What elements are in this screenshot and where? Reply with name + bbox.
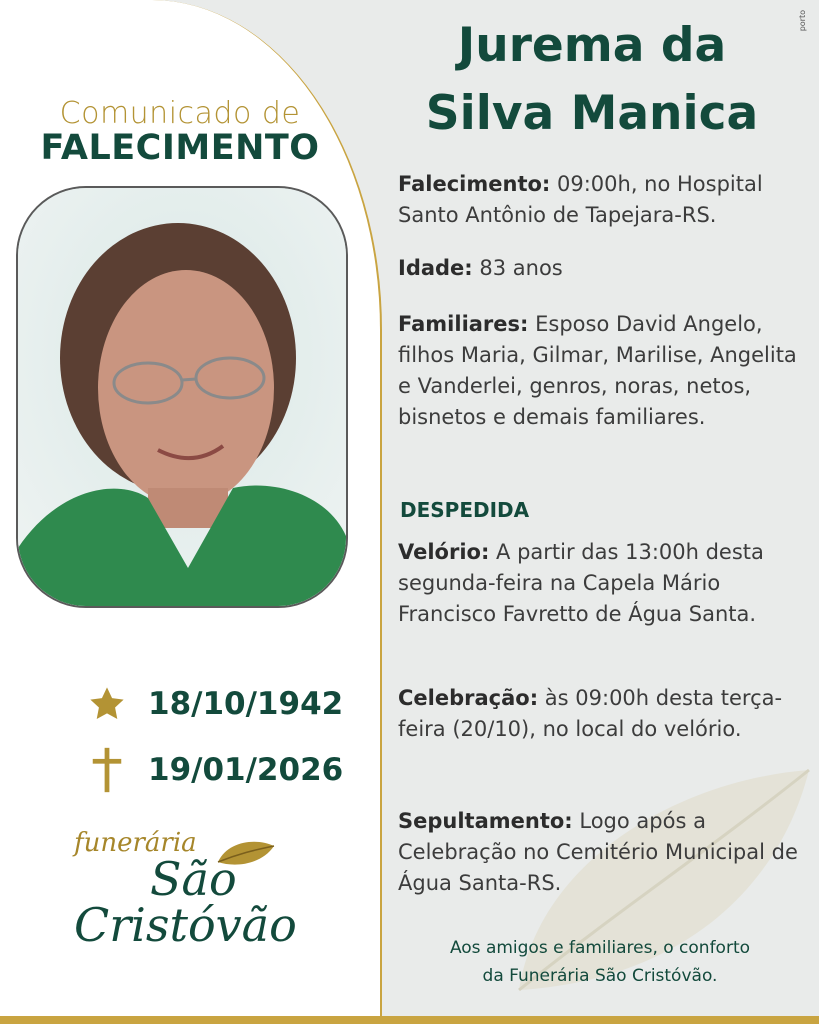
celebracao-label: Celebração: xyxy=(398,686,539,710)
celebracao-info xyxy=(398,683,810,745)
sepultamento-label: Sepultamento: xyxy=(398,809,573,833)
death-date: 19/01/2026 xyxy=(148,752,344,788)
corner-mark: porto xyxy=(798,10,807,32)
despedida-title: DESPEDIDA xyxy=(400,498,530,522)
portrait-image xyxy=(18,188,348,608)
birth-date: 18/10/1942 xyxy=(148,686,344,722)
familiares-value: Esposo David Angelo, filhos Maria, Gilmar, Marilise, Angelita e Vanderlei, genros, noras, netos, bisnetos e demais familiares. xyxy=(398,312,797,429)
closing-line1: Aos amigos e familiares, o conforto xyxy=(449,938,751,958)
header-title: FALECIMENTO xyxy=(40,128,320,168)
falecimento-label: Falecimento: xyxy=(398,172,551,196)
deceased-name-line1: Jurema da xyxy=(457,18,727,73)
birth-row xyxy=(88,682,343,726)
deceased-name-line2: Silva Manica xyxy=(425,86,759,141)
logo-cristovao-text: Cristóvão xyxy=(74,898,297,952)
velorio-value: A partir das 13:00h desta segunda-feira na Capela Mário Francisco Favretto de Água Santa. xyxy=(398,540,764,626)
closing-line2: da Funerária São Cristóvão. xyxy=(482,966,718,986)
falecimento-info xyxy=(398,169,810,231)
cross-icon xyxy=(88,751,126,789)
celebracao-value: às 09:00h desta terça-feira (20/10), no local do velório. xyxy=(398,686,783,741)
star-icon xyxy=(88,685,126,723)
velorio-label: Velório: xyxy=(398,540,490,564)
closing-message xyxy=(390,934,810,990)
velorio-info xyxy=(398,537,808,630)
sepultamento-value: Logo após a Celebração no Cemitério Municipal de Água Santa-RS. xyxy=(398,809,798,895)
idade-label: Idade: xyxy=(398,256,473,280)
familiares-label: Familiares: xyxy=(398,312,529,336)
sepultamento-info xyxy=(398,806,810,899)
deceased-photo xyxy=(16,186,348,608)
bottom-gold-strip xyxy=(0,1016,819,1024)
logo-funeraria-text: funerária xyxy=(74,828,197,858)
header-subtitle: Comunicado de xyxy=(59,96,301,131)
idade-info xyxy=(398,253,810,284)
familiares-info xyxy=(398,309,798,433)
idade-value: 83 anos xyxy=(472,256,563,280)
logo-sao-text: São xyxy=(150,852,237,906)
falecimento-value: 09:00h, no Hospital Santo Antônio de Tapejara-RS. xyxy=(398,172,763,227)
death-row xyxy=(88,748,343,792)
